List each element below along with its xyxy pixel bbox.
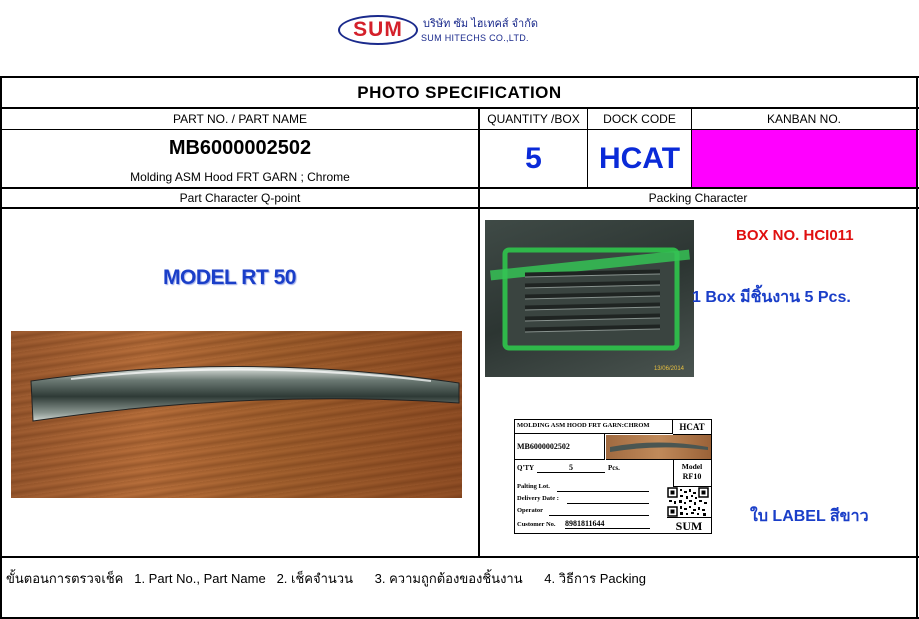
label-model: RF10 [682,472,702,481]
box-quantity-note: 1 Box มีชิ้นงาน 5 Pcs. [692,289,851,306]
label-part-name: MOLDING ASM HOOD FRT GARN:CHROM [515,420,673,434]
company-name-english: SUM HITECHS CO.,LTD. [421,33,529,43]
part-photo [11,331,462,498]
label-model-title: Model [681,462,703,471]
label-customer-no: 8981811644 [565,519,650,529]
dock-code: HCAT [598,141,681,175]
label-dock-code: HCAT [673,420,711,435]
step-4: 4. วิธีการ Packing [544,571,646,586]
photo-date-stamp: 13/06/2014 [653,366,684,372]
packing-box-photo [485,220,694,377]
model-label: MODEL RT 50 [163,266,296,289]
section-part-character: Part Character Q-point [179,191,301,205]
kanban-number-cell [692,130,916,187]
column-header-quantity: QUANTITY /BOX [487,112,580,126]
company-logo: SUM [353,18,403,41]
part-number: MB6000002502 [168,136,312,159]
company-name-thai: บริษัท ซัม ไฮเทคส์ จำกัด [423,18,539,30]
label-customer-no-title: Customer No. [517,521,556,528]
inspection-steps [6,568,646,589]
label-part-thumbnail [606,435,711,460]
label-card [514,419,712,534]
label-qty-unit: Pcs. [608,464,620,472]
label-brand: SUM [667,517,711,534]
label-part-number: MB6000002502 [515,434,605,460]
column-header-dock-code: DOCK CODE [603,112,676,126]
label-delivery-date: Delivery Date : [517,495,559,502]
qr-code-icon [667,487,709,517]
label-palting-lot: Palting Lot. [517,483,550,490]
sheet-title: PHOTO SPECIFICATION [357,82,562,102]
step-3: 3. ความถูกต้องของชิ้นงาน [374,571,523,586]
box-number: BOX NO. HCI011 [736,227,854,244]
label-qty-title: Q'TY [517,464,535,472]
label-qty-value: 5 [537,463,605,473]
label-color-note: ใบ LABEL สีขาว [750,508,869,525]
steps-title: ขั้นตอนการตรวจเช็ค [6,571,124,586]
quantity-per-box: 5 [525,141,542,175]
step-1: 1. Part No., Part Name [134,571,266,586]
label-operator: Operator [517,507,543,514]
column-header-kanban: KANBAN NO. [766,112,841,126]
section-packing-character: Packing Character [648,191,748,205]
step-2: 2. เช็คจำนวน [276,571,353,586]
column-header-part: PART NO. / PART NAME [172,112,308,126]
part-name: Molding ASM Hood FRT GARN ; Chrome [130,170,350,184]
